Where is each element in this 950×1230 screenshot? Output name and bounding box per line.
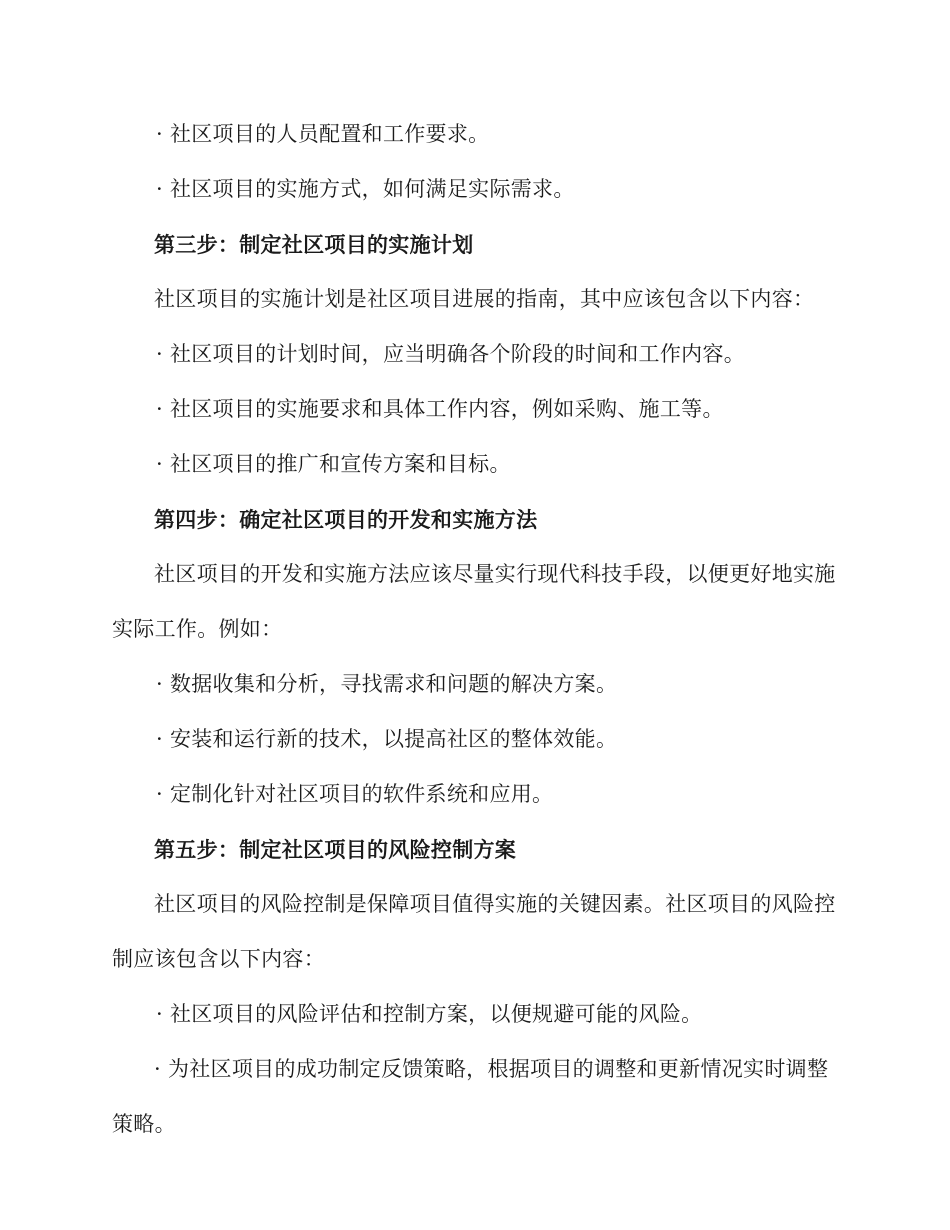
bullet-new-technology: · 安装和运行新的技术，以提高社区的整体效能。 <box>156 727 618 751</box>
bullet-plan-time: · 社区项目的计划时间，应当明确各个阶段的时间和工作内容。 <box>156 342 746 366</box>
bullet-feedback-strategy: · 为社区项目的成功制定反馈策略，根据项目的调整和更新情况实时调整策略。 <box>112 1057 829 1136</box>
heading-step-5: 第五步：制定社区项目的风险控制方案 <box>154 837 517 862</box>
paragraph-step-3-intro: 社区项目的实施计划是社区项目进展的指南，其中应该包含以下内容： <box>154 287 815 311</box>
paragraph-step-4-intro: 社区项目的开发和实施方法应该尽量实行现代科技手段，以便更好地实施实际工作。例如： <box>112 562 836 641</box>
heading-step-3: 第三步：制定社区项目的实施计划 <box>154 232 474 257</box>
bullet-staffing: · 社区项目的人员配置和工作要求。 <box>156 122 490 146</box>
bullet-custom-software: · 定制化针对社区项目的软件系统和应用。 <box>156 782 554 806</box>
bullet-implementation-method: · 社区项目的实施方式，如何满足实际需求。 <box>156 177 575 201</box>
bullet-implementation-requirements: · 社区项目的实施要求和具体工作内容，例如采购、施工等。 <box>156 397 724 421</box>
heading-step-4: 第四步：确定社区项目的开发和实施方法 <box>154 507 538 532</box>
bullet-risk-assessment: · 社区项目的风险评估和控制方案，以便规避可能的风险。 <box>156 1002 703 1026</box>
bullet-data-collection: · 数据收集和分析，寻找需求和问题的解决方案。 <box>156 672 618 696</box>
bullet-promotion: · 社区项目的推广和宣传方案和目标。 <box>156 452 511 476</box>
paragraph-step-5-intro: 社区项目的风险控制是保障项目值得实施的关键因素。社区项目的风险控制应该包含以下内容： <box>112 892 836 971</box>
